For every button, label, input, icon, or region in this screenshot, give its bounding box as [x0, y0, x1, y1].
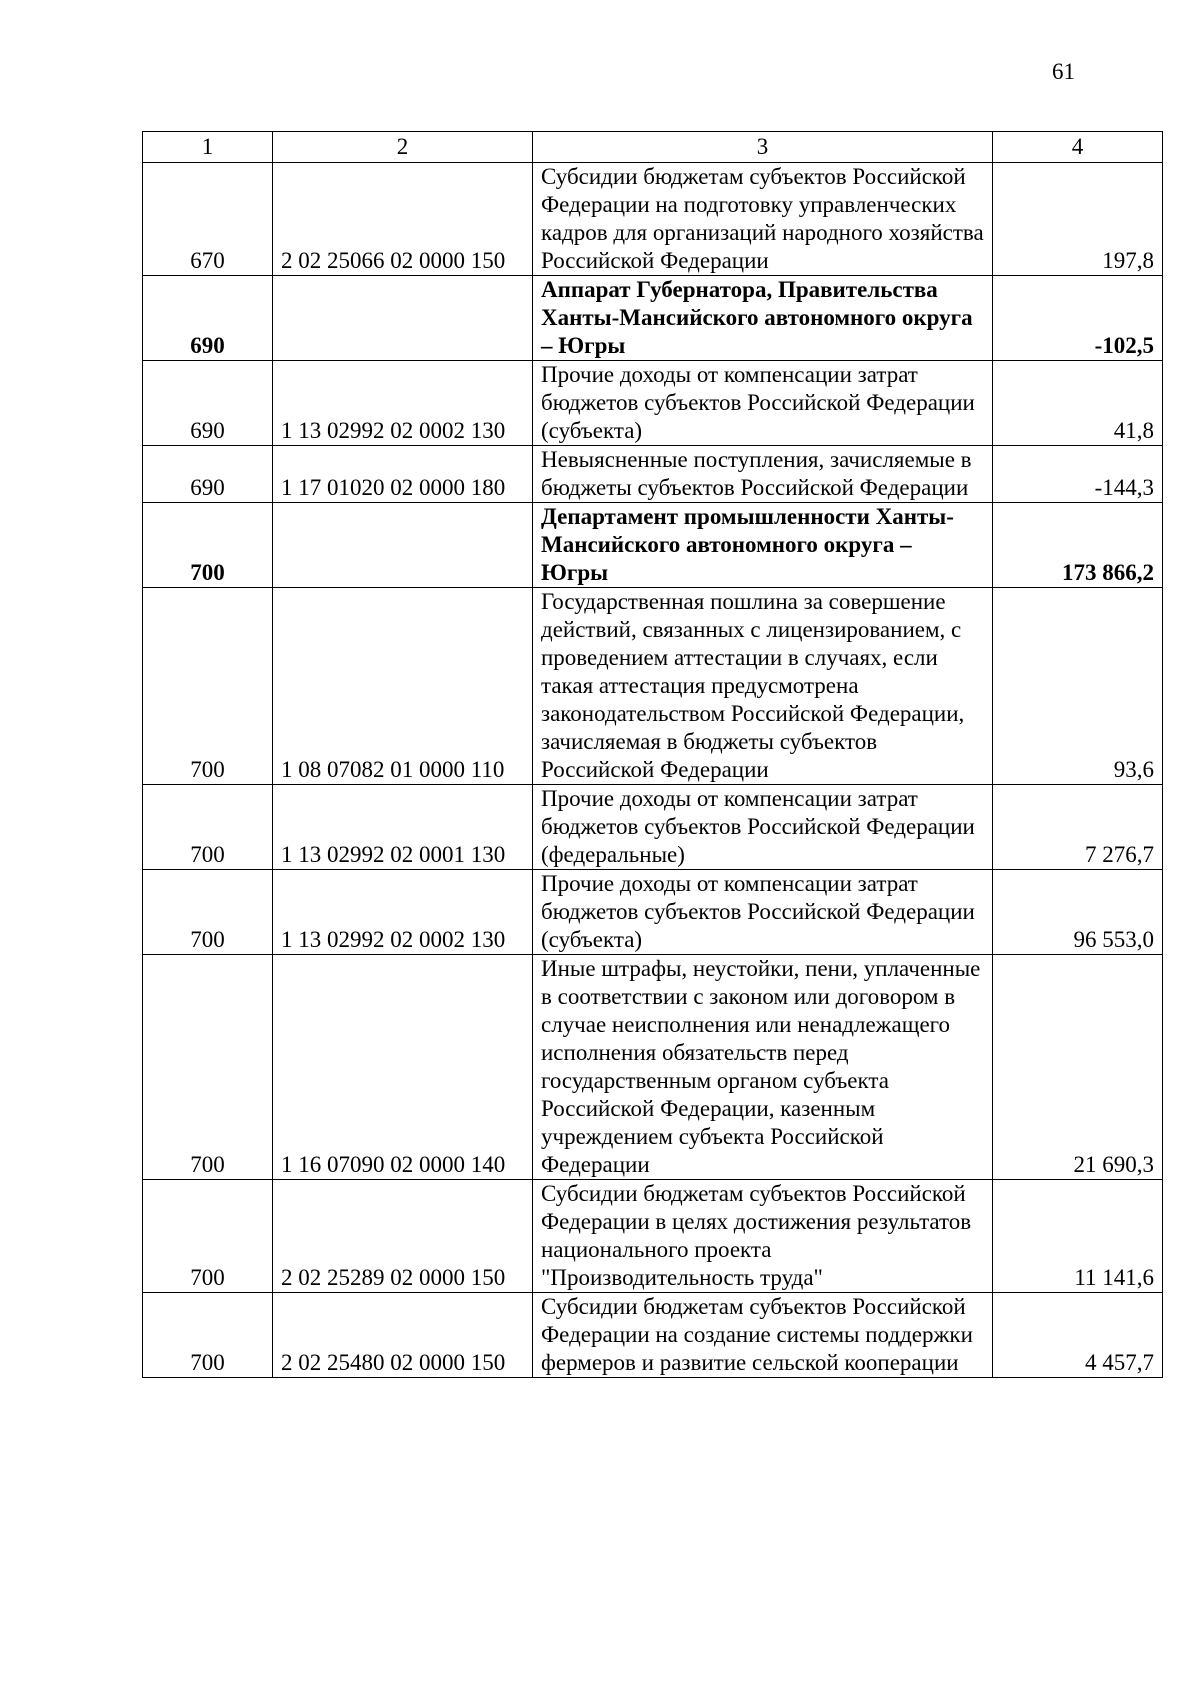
revenue-name-cell: Иные штрафы, неустойки, пени, уплаченные в соответствии с законом или договором в случае неисполнения или ненадлежащего исполнения обязательств перед государственным органом субъекта Российской Федерации, казенным учреждением субъекта Российской Федерации	[533, 955, 993, 1180]
column-header-1: 1	[143, 132, 273, 163]
amount-cell: 96 553,0	[993, 870, 1163, 955]
admin-code-cell: 700	[143, 955, 273, 1180]
revenue-name-cell: Невыясненные поступления, зачисляемые в бюджеты субъектов Российской Федерации	[533, 446, 993, 503]
admin-code-cell: 700	[143, 785, 273, 870]
revenue-code-cell: 2 02 25066 02 0000 150	[273, 163, 533, 276]
column-header-4: 4	[993, 132, 1163, 163]
revenue-name-cell: Прочие доходы от компенсации затрат бюджетов субъектов Российской Федерации (субъекта)	[533, 361, 993, 446]
revenue-code-cell: 1 13 02992 02 0002 130	[273, 361, 533, 446]
table-row	[143, 785, 1163, 870]
revenue-name-cell: Субсидии бюджетам субъектов Российской Федерации в целях достижения результатов национального проекта "Производительность труда"	[533, 1180, 993, 1293]
revenue-code-cell: 1 13 02992 02 0002 130	[273, 870, 533, 955]
table-row	[143, 588, 1163, 785]
revenue-name-cell: Департамент промышленности Ханты-Мансийского автономного округа – Югры	[533, 503, 993, 588]
revenue-code-cell: 2 02 25480 02 0000 150	[273, 1293, 533, 1378]
table-header-row	[143, 132, 1163, 163]
page-number: 61	[1052, 59, 1075, 84]
revenue-code-cell: 1 17 01020 02 0000 180	[273, 446, 533, 503]
table-row	[143, 276, 1163, 361]
admin-code-cell: 700	[143, 870, 273, 955]
revenue-name-cell: Прочие доходы от компенсации затрат бюджетов субъектов Российской Федерации (субъекта)	[533, 870, 993, 955]
table-body	[143, 163, 1163, 1378]
amount-cell: 93,6	[993, 588, 1163, 785]
revenue-name-cell: Государственная пошлина за совершение действий, связанных с лицензированием, с проведением аттестации в случаях, если такая аттестация предусмотрена законодательством Российской Федерации, зачисляемая в бюджеты субъектов Российской Федерации	[533, 588, 993, 785]
revenue-name-cell: Прочие доходы от компенсации затрат бюджетов субъектов Российской Федерации (федеральные)	[533, 785, 993, 870]
revenue-code-cell: 2 02 25289 02 0000 150	[273, 1180, 533, 1293]
admin-code-cell: 690	[143, 361, 273, 446]
revenue-code-cell: 1 13 02992 02 0001 130	[273, 785, 533, 870]
amount-cell: -102,5	[993, 276, 1163, 361]
admin-code-cell: 700	[143, 1293, 273, 1378]
table-row	[143, 1180, 1163, 1293]
table-row	[143, 361, 1163, 446]
admin-code-cell: 670	[143, 163, 273, 276]
table-row	[143, 955, 1163, 1180]
column-header-2: 2	[273, 132, 533, 163]
admin-code-cell: 700	[143, 1180, 273, 1293]
column-header-3: 3	[533, 132, 993, 163]
amount-cell: 41,8	[993, 361, 1163, 446]
revenue-code-cell	[273, 276, 533, 361]
admin-code-cell: 700	[143, 588, 273, 785]
amount-cell: 173 866,2	[993, 503, 1163, 588]
revenue-name-cell: Субсидии бюджетам субъектов Российской Федерации на подготовку управленческих кадров для организаций народного хозяйства Российской Федерации	[533, 163, 993, 276]
revenue-code-cell	[273, 503, 533, 588]
amount-cell: -144,3	[993, 446, 1163, 503]
revenue-name-cell: Аппарат Губернатора, Правительства Ханты-Мансийского автономного округа – Югры	[533, 276, 993, 361]
amount-cell: 11 141,6	[993, 1180, 1163, 1293]
amount-cell: 21 690,3	[993, 955, 1163, 1180]
table-row	[143, 503, 1163, 588]
admin-code-cell: 700	[143, 503, 273, 588]
table-row	[143, 446, 1163, 503]
revenue-name-cell: Субсидии бюджетам субъектов Российской Федерации на создание системы поддержки фермеров и развитие сельской кооперации	[533, 1293, 993, 1378]
amount-cell: 7 276,7	[993, 785, 1163, 870]
revenue-code-cell: 1 08 07082 01 0000 110	[273, 588, 533, 785]
admin-code-cell: 690	[143, 276, 273, 361]
table-row	[143, 870, 1163, 955]
amount-cell: 4 457,7	[993, 1293, 1163, 1378]
admin-code-cell: 690	[143, 446, 273, 503]
amount-cell: 197,8	[993, 163, 1163, 276]
table-row	[143, 1293, 1163, 1378]
revenue-code-cell: 1 16 07090 02 0000 140	[273, 955, 533, 1180]
revenue-table	[142, 131, 1163, 1378]
table-row	[143, 163, 1163, 276]
